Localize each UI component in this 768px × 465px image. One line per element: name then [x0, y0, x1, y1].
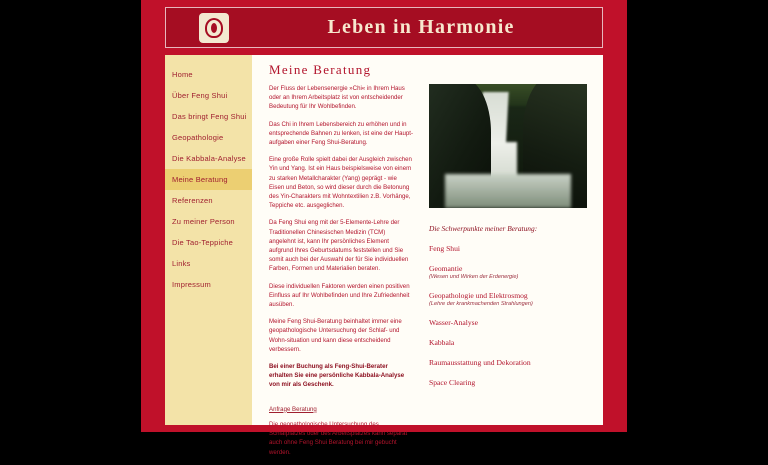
- service-subtitle: (Wesen und Wirken der Erdenergie): [429, 274, 519, 280]
- service-item: [429, 264, 587, 280]
- service-name[interactable]: Raumausstattung und Dekoration: [429, 358, 531, 367]
- service-name[interactable]: Feng Shui: [429, 244, 461, 253]
- site-header: [165, 7, 603, 48]
- service-subtitle: (Lehre der krankmachenden Strahlungen): [429, 301, 533, 307]
- highlight-text: Bei einer Buchung als Feng-Shui-Berater erhalten Sie eine persönliche Kabbala-Analyse von mir als Geschenk.: [269, 363, 405, 389]
- service-name[interactable]: Wasser-Analyse: [429, 318, 478, 327]
- sidebar-item-links[interactable]: Links: [172, 259, 191, 268]
- content-area: [165, 55, 603, 456]
- sidebar-item-ueber-feng-shui[interactable]: Über Feng Shui: [172, 91, 228, 100]
- anfrage-beratung-link[interactable]: Anfrage Beratung: [269, 405, 317, 413]
- service-item: [429, 378, 587, 387]
- waterfall-photo: [429, 84, 587, 208]
- turtle-emblem-icon: [199, 13, 229, 43]
- sidebar-item-home[interactable]: Home: [172, 70, 193, 79]
- sidebar-nav: [165, 55, 252, 425]
- footnote-text: Die geopathologische Untersuchung des Schlafplatzes oder des Arbeitsplatzes kann separat auch ohne Feng Shui Beratung bei mir gebucht werden.: [269, 420, 408, 456]
- main-content: [252, 55, 603, 456]
- paragraph: Das Chi in Ihrem Lebensbereich zu erhöhen und in entsprechende Bahnen zu lenken, ist eine der Haupt-aufgaben einer Feng Shui-Beratung.: [269, 120, 413, 147]
- paragraph: Der Fluss der Lebensenergie »Chi« in Ihrem Haus oder an Ihrem Arbeitsplatz ist von entscheidender Bedeutung für Ihr Wohlbefinden.: [269, 85, 405, 111]
- paragraph: Eine große Rolle spielt dabei der Ausgleich zwischen Yin und Yang. Ist ein Haus beispielsweise von einem zu starken Metallcharakter (Yang) geprägt - wie Eisen und Beton, so wird dieser durch die Betonung des Yin-Charakters mit Wohntextilien z.B. Vorhänge, Teppiche etc. ausgeglichen.: [269, 156, 412, 210]
- page-title: Meine Beratung: [269, 62, 372, 77]
- service-item: [429, 244, 587, 253]
- website-frame: [141, 0, 627, 456]
- sidebar-item-impressum[interactable]: Impressum: [172, 280, 211, 289]
- right-column: [429, 84, 587, 387]
- service-item: [429, 318, 587, 327]
- website-inner: [151, 0, 617, 456]
- services-heading: Die Schwerpunkte meiner Beratung:: [429, 224, 538, 233]
- service-item: [429, 338, 587, 347]
- site-title: Leben in Harmonie: [327, 16, 515, 38]
- sidebar-item-geopathologie[interactable]: Geopathologie: [172, 133, 224, 142]
- sidebar-item-das-bringt-feng-shui[interactable]: Das bringt Feng Shui: [172, 112, 247, 121]
- paragraph: Diese individuellen Faktoren werden einen positiven Einfluss auf Ihr Wohlbefinden und Ihre Zufriedenheit ausüben.: [269, 282, 410, 309]
- sidebar-item-die-tao-teppiche[interactable]: Die Tao-Teppiche: [172, 238, 234, 247]
- service-name[interactable]: Geopathologie und Elektrosmog: [429, 291, 528, 300]
- service-name[interactable]: Geomantie: [429, 264, 463, 273]
- sidebar-item-referenzen[interactable]: Referenzen: [172, 196, 213, 205]
- sidebar-item-die-kabbala-analyse[interactable]: Die Kabbala-Analyse: [172, 154, 246, 163]
- service-item: [429, 291, 587, 307]
- sidebar-item-zu-meiner-person[interactable]: Zu meiner Person: [172, 217, 235, 226]
- service-name[interactable]: Kabbala: [429, 338, 455, 347]
- paragraph: Meine Feng Shui-Beratung beinhaltet immer eine geopathologische Untersuchung der Schlaf- und Wohn-situation und kann diese entscheidend verbessern.: [269, 318, 402, 353]
- service-item: [429, 358, 587, 367]
- paragraph: Da Feng Shui eng mit der 5-Elemente-Lehre der Traditionellen Chinesischen Medizin (TCM) angelehnt ist, kann Ihr persönliches Element aufgrund Ihres Geburtsdatums feststellen und Sie somit auch bei der Auswahl der für Sie individuellen Farben, Formen und Materialien beraten.: [269, 219, 409, 273]
- service-name[interactable]: Space Clearing: [429, 378, 476, 387]
- sidebar-item-meine-beratung[interactable]: Meine Beratung: [165, 169, 252, 190]
- text-column: [269, 84, 413, 465]
